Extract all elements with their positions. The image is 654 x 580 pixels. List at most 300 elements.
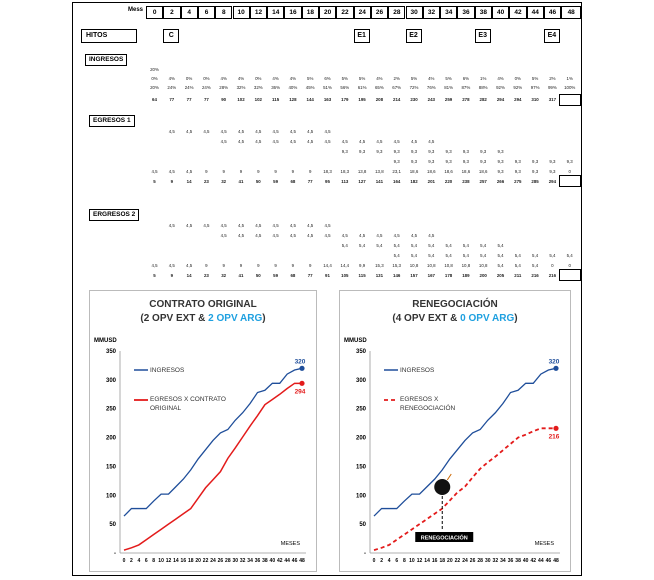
x-tick-label: 38 [515, 558, 521, 564]
y-tick-label: 100 [105, 493, 116, 500]
x-tick-label: 0 [372, 558, 376, 564]
table-cell: 4,5 [324, 233, 331, 238]
table-cell: 9,3 [532, 169, 539, 174]
table-cell: 4,5 [237, 139, 245, 144]
x-tick-label: 6 [395, 558, 399, 564]
egresos1-title: EGRESOS 1 [89, 115, 135, 127]
table-cell: 4,5 [151, 263, 158, 268]
table-cell: 282 [479, 97, 487, 102]
table-cell: 163 [323, 97, 332, 102]
month-cell: 28 [388, 6, 405, 19]
table-cell: 51% [323, 85, 332, 90]
month-cell: 44 [527, 6, 544, 19]
table-cell: 9 [170, 179, 174, 184]
table-cell: 4,5 [272, 139, 279, 144]
table-cell: 4,5 [255, 233, 262, 238]
x-axis-label: MESES [280, 541, 300, 547]
table-cell: 4% [376, 76, 383, 81]
table-cell: 18,3 [323, 169, 332, 174]
table-cell: 50 [255, 179, 261, 184]
table-cell: 4,5 [341, 139, 348, 144]
month-cell: 2 [163, 6, 180, 19]
table-cell: 4% [237, 76, 245, 81]
table-cell: 100% [564, 85, 576, 90]
table-cell: 72% [409, 85, 419, 90]
y-tick-label: 300 [105, 377, 116, 384]
table-cell: 9,3 [341, 149, 348, 154]
table-cell: 4,5 [324, 223, 331, 228]
table-cell: 4,5 [186, 129, 193, 134]
table-cell: 4,5 [255, 223, 262, 228]
table-cell: 15,3 [392, 263, 401, 268]
table-cell: 9 [205, 169, 208, 174]
table-cell: 259 [444, 97, 453, 102]
y-tick-label: 150 [355, 464, 366, 471]
table-cell: 4,5 [168, 223, 175, 228]
table-cell: 81% [444, 85, 453, 90]
y-tick-label: 100 [355, 493, 366, 500]
table-cell: 182 [410, 179, 418, 184]
table-cell: 9,3 [549, 169, 556, 174]
table-cell: 4,5 [410, 233, 418, 238]
y-axis-label: MMUSD [94, 338, 117, 344]
table-cell: 9,3 [359, 149, 366, 154]
annotation-label: RENEGOCIACIÓN [420, 535, 468, 542]
table-cell: 6% [462, 76, 470, 81]
x-tick-label: 26 [469, 558, 476, 564]
y-tick-label: 50 [109, 522, 116, 529]
y-tick-label: 250 [105, 406, 116, 413]
table-cell: 61% [357, 85, 367, 90]
table-cell: 95 [325, 179, 330, 184]
table-cell: 4,5 [203, 129, 210, 134]
table-cell: 14 [186, 273, 192, 278]
table-cell: 4,5 [220, 223, 227, 228]
table-cell: 45% [305, 85, 315, 90]
y-tick-label: - [114, 551, 116, 557]
table-cell: 113 [341, 179, 349, 184]
table-cell: 294 [514, 97, 522, 102]
table-cell: 4,5 [220, 129, 227, 134]
x-tick-label: 2 [130, 558, 133, 564]
x-tick-label: 24 [462, 558, 468, 564]
table-cell: 4,5 [237, 129, 245, 134]
table-cell: 9,3 [445, 149, 452, 154]
table-cell: 195 [358, 97, 366, 102]
table-cell: 0% [514, 76, 521, 81]
table-cell: 4,5 [203, 223, 210, 228]
x-tick-label: 42 [530, 558, 537, 564]
table-cell: 5,4 [497, 243, 504, 248]
table-cell: 9 [308, 169, 312, 174]
month-cell: 0 [146, 6, 163, 19]
table-cell: 127 [358, 179, 366, 184]
table-cell: 5,4 [480, 243, 487, 248]
x-tick-label: 6 [144, 558, 148, 564]
table-cell: 9 [239, 169, 243, 174]
month-cell: 24 [354, 6, 371, 19]
table-cell: 157 [410, 273, 418, 278]
bomb-fuse-icon [447, 474, 451, 480]
table-cell: 4,5 [186, 169, 193, 174]
table-cell: 91 [325, 273, 330, 278]
x-tick-label: 36 [254, 558, 261, 564]
table-cell: 205 [496, 273, 505, 278]
table-cell: 9 [291, 263, 295, 268]
table-cell: 5,4 [566, 253, 573, 258]
table-cell: 14,4 [323, 263, 332, 268]
x-tick-label: 36 [507, 558, 514, 564]
table-cell: 4,5 [359, 233, 366, 238]
table-cell: 9,3 [497, 149, 504, 154]
legend-label: INGRESOS [400, 367, 435, 374]
table-cell: 4,5 [324, 139, 331, 144]
table-cell: 164 [393, 179, 401, 184]
total-box [559, 269, 581, 281]
table-cell: 90 [221, 97, 227, 102]
month-cell: 34 [440, 6, 457, 19]
table-cell: 99% [547, 85, 557, 90]
table-cell: 0% [255, 76, 262, 81]
table-cell: 76% [426, 85, 436, 90]
table-cell: 4% [272, 76, 279, 81]
table-cell: 5,4 [514, 263, 521, 268]
end-label: 320 [294, 358, 306, 366]
hito-mark: E4 [544, 29, 560, 43]
table-cell: 141 [375, 179, 384, 184]
table-cell: 200 [479, 273, 487, 278]
table-cell: 257 [479, 179, 487, 184]
table-cell: 9 [170, 273, 174, 278]
table-cell: 115 [358, 273, 366, 278]
table-cell: 4% [168, 76, 175, 81]
y-tick-label: 300 [355, 377, 366, 384]
table-cell: 32% [253, 85, 263, 90]
x-tick-label: 28 [225, 558, 231, 564]
total-box [559, 94, 581, 106]
table-cell: 4,5 [186, 223, 193, 228]
table-cell: 18,6 [444, 169, 453, 174]
table-cell: 317 [548, 97, 557, 102]
table-cell: 5,4 [497, 253, 504, 258]
end-point [553, 366, 558, 371]
table-cell: 4,5 [237, 233, 245, 238]
month-cell: 42 [509, 6, 526, 19]
x-tick-label: 42 [276, 558, 283, 564]
x-tick-label: 20 [195, 558, 201, 564]
table-cell: 5,4 [514, 253, 521, 258]
y-tick-label: 200 [355, 435, 366, 442]
end-label: 294 [294, 388, 306, 396]
table-cell: 9,3 [445, 159, 452, 164]
table-cell: 4,5 [220, 233, 227, 238]
table-cell: 18,6 [478, 169, 488, 174]
series-line [124, 368, 302, 516]
y-tick-label: 50 [359, 522, 366, 529]
table-cell: 4,5 [272, 223, 279, 228]
table-cell: 5% [531, 76, 539, 81]
months-label: Mess [127, 7, 143, 13]
table-cell: 9 [308, 263, 312, 268]
y-tick-label: 250 [355, 406, 366, 413]
table-cell: 5,4 [428, 253, 435, 258]
x-tick-label: 0 [122, 558, 126, 564]
table-cell: 9 [239, 263, 243, 268]
table-cell: 9,3 [480, 159, 487, 164]
hito-mark: C [163, 29, 179, 43]
table-cell: 40% [288, 85, 298, 90]
table-cell: 1% [566, 76, 573, 81]
table-cell: 5,4 [497, 263, 504, 268]
table-cell: 97% [530, 85, 540, 90]
x-tick-label: 8 [152, 558, 156, 564]
table-cell: 5,4 [480, 253, 487, 258]
table-cell: 4,5 [168, 169, 175, 174]
table-cell: 9,3 [410, 149, 418, 154]
table-cell: 4,5 [376, 233, 383, 238]
table-cell: 4,5 [220, 139, 227, 144]
x-tick-label: 22 [202, 558, 209, 564]
table-cell: 10,8 [461, 263, 471, 268]
legend-label: INGRESOS [150, 367, 185, 374]
table-cell: 0 [568, 169, 571, 174]
y-tick-label: 200 [105, 435, 116, 442]
table-cell: 5,4 [410, 243, 418, 248]
table-cell: 4,5 [393, 233, 400, 238]
table-cell: 4,5 [324, 129, 331, 134]
table-cell: 5,4 [410, 253, 418, 258]
table-cell: 4,5 [393, 139, 400, 144]
x-tick-label: 18 [187, 558, 194, 564]
month-cell: 38 [475, 6, 492, 19]
table-cell: 32% [236, 85, 246, 90]
table-cell: 14,4 [340, 263, 350, 268]
ingresos-title: INGRESOS [85, 54, 127, 66]
table-cell: 105 [341, 273, 349, 278]
table-cell: 77 [186, 97, 192, 102]
table-cell: 77 [203, 97, 209, 102]
table-cell: 24% [167, 85, 177, 90]
table-cell: 68 [290, 273, 296, 278]
month-cell: 16 [284, 6, 301, 19]
table-cell: 5,4 [428, 243, 435, 248]
table-cell: 0% [185, 76, 193, 81]
table-cell: 9,3 [480, 149, 487, 154]
table-cell: 2% [393, 76, 400, 81]
x-tick-label: 38 [262, 558, 268, 564]
table-cell: 1% [480, 76, 487, 81]
chart-subtitle: (4 OPV EXT & 0 OPV ARG) [392, 313, 518, 324]
table-cell: 9,3 [428, 159, 435, 164]
table-cell: 238 [462, 179, 470, 184]
table-cell: 9 [257, 169, 260, 174]
table-cell: 4,5 [237, 223, 245, 228]
table-cell: 14 [186, 179, 192, 184]
table-cell: 68 [290, 179, 296, 184]
table-cell: 5,4 [393, 243, 400, 248]
table-cell: 9,3 [514, 169, 521, 174]
table-cell: 5% [410, 76, 418, 81]
table-cell: 56% [340, 85, 350, 90]
table-cell: 310 [531, 97, 539, 102]
table-cell: 102 [254, 97, 262, 102]
table-cell: 18,6 [461, 169, 471, 174]
end-point [299, 366, 304, 371]
x-tick-label: 46 [291, 558, 298, 564]
table-cell: 9,3 [393, 149, 400, 154]
table-cell: 178 [444, 273, 453, 278]
x-tick-label: 46 [545, 558, 552, 564]
table-cell: 24% [201, 85, 211, 90]
table-cell: 18,3 [340, 169, 350, 174]
table-cell: 4,5 [186, 263, 193, 268]
x-tick-label: 16 [180, 558, 187, 564]
table-cell: 32 [221, 273, 227, 278]
table-cell: 4,5 [307, 129, 314, 134]
table-cell: 9,3 [514, 159, 521, 164]
table-cell: 20% [150, 85, 159, 90]
month-cell: 4 [181, 6, 198, 19]
end-label: 216 [548, 433, 560, 441]
table-cell: 32 [221, 179, 227, 184]
month-cell: 20 [319, 6, 336, 19]
table-cell: 243 [427, 97, 435, 102]
series-line [374, 368, 556, 516]
x-tick-label: 28 [477, 558, 483, 564]
table-cell: 9,3 [393, 159, 400, 164]
table-cell: 144 [306, 97, 314, 102]
legend-label: ORIGINAL [150, 405, 182, 412]
x-tick-label: 14 [173, 558, 179, 564]
table-cell: 92% [513, 85, 523, 90]
table-cell: 9 [274, 169, 277, 174]
table-cell: 9 [205, 263, 208, 268]
legend-label: RENEGOCIACIÓN [400, 405, 456, 412]
table-cell: 77 [307, 273, 313, 278]
table-cell: 5,4 [532, 253, 539, 258]
table-cell: 64 [152, 97, 157, 102]
table-cell: 201 [427, 179, 435, 184]
month-cell: 14 [267, 6, 284, 19]
table-cell: 131 [375, 273, 384, 278]
table-cell: 230 [410, 97, 418, 102]
x-tick-label: 22 [454, 558, 461, 564]
table-cell: 41 [238, 273, 244, 278]
x-tick-label: 10 [158, 558, 164, 564]
table-cell: 5,4 [445, 253, 452, 258]
table-cell: 10,8 [409, 263, 419, 268]
end-label: 320 [548, 358, 560, 366]
table-cell: 88% [478, 85, 488, 90]
table-cell: 41 [238, 179, 244, 184]
table-cell: 4,5 [341, 233, 348, 238]
table-cell: 189 [462, 273, 470, 278]
chart-title: RENEGOCIACIÓN [412, 299, 498, 310]
table-cell: 9,3 [549, 159, 556, 164]
chart-title: CONTRATO ORIGINAL [149, 299, 257, 310]
table-cell: 275 [514, 179, 522, 184]
table-cell: 9,3 [532, 159, 539, 164]
table-cell: 4,5 [428, 233, 435, 238]
table-cell: 10,8 [444, 263, 453, 268]
chart-renegociacion [339, 290, 571, 572]
x-tick-label: 26 [217, 558, 224, 564]
table-cell: 92% [496, 85, 505, 90]
table-cell: 6% [324, 76, 331, 81]
x-tick-label: 4 [137, 558, 141, 564]
series-line [374, 428, 556, 550]
table-cell: 9 [291, 169, 295, 174]
table-cell: 4,5 [255, 129, 262, 134]
table-cell: 4,5 [168, 263, 175, 268]
table-cell: 13,8 [357, 169, 367, 174]
table-cell: 0 [568, 263, 571, 268]
x-tick-label: 32 [492, 558, 499, 564]
month-cell: 6 [198, 6, 215, 19]
table-cell: 216 [548, 273, 557, 278]
x-tick-label: 10 [409, 558, 415, 564]
table-cell: 4,5 [359, 139, 366, 144]
x-tick-label: 32 [239, 558, 246, 564]
month-cell: 32 [423, 6, 440, 19]
x-tick-label: 48 [553, 558, 559, 564]
table-cell: 77 [169, 97, 175, 102]
table-cell: 0% [203, 76, 210, 81]
table-cell: 4% [289, 76, 297, 81]
month-cell: 22 [336, 6, 353, 19]
table-cell: 9,3 [410, 159, 418, 164]
table-cell: 220 [444, 179, 453, 184]
legend-label: EGRESOS X [400, 396, 439, 403]
table-cell: 5,4 [341, 243, 348, 248]
table-cell: 9,3 [428, 149, 435, 154]
legend-label: EGRESOS X CONTRATO [150, 396, 226, 403]
table-cell: 5% [358, 76, 366, 81]
month-cell: 46 [544, 6, 561, 19]
total-box [559, 175, 581, 187]
end-point [553, 426, 558, 431]
table-cell: 18,6 [409, 169, 419, 174]
chart-svg [340, 291, 572, 573]
x-tick-label: 30 [232, 558, 239, 564]
chart-subtitle: (2 OPV EXT & 2 OPV ARG) [140, 313, 266, 324]
x-tick-label: 48 [299, 558, 305, 564]
table-cell: 214 [393, 97, 401, 102]
table-cell: 59 [273, 179, 279, 184]
x-tick-label: 44 [284, 558, 290, 564]
table-cell: 294 [496, 97, 505, 102]
table-cell: 4,5 [428, 139, 435, 144]
table-cell: 216 [531, 273, 539, 278]
table-cell: 4,5 [289, 129, 296, 134]
table-cell: 285 [531, 179, 539, 184]
table-cell: 59 [273, 273, 279, 278]
table-cell: 9 [274, 263, 277, 268]
table-cell: 4,5 [151, 169, 158, 174]
table-cell: 5,4 [445, 243, 452, 248]
hito-mark: E3 [475, 29, 491, 43]
month-cell: 48 [561, 6, 581, 19]
chart-svg [90, 291, 318, 573]
table-cell: 10,8 [478, 263, 488, 268]
y-tick-label: 350 [355, 349, 366, 355]
x-tick-label: 4 [387, 558, 391, 564]
hito-mark: E1 [354, 29, 370, 43]
x-tick-label: 24 [210, 558, 216, 564]
month-cell: 40 [492, 6, 509, 19]
table-cell: 294 [548, 179, 557, 184]
table-cell: 5,4 [393, 253, 400, 258]
